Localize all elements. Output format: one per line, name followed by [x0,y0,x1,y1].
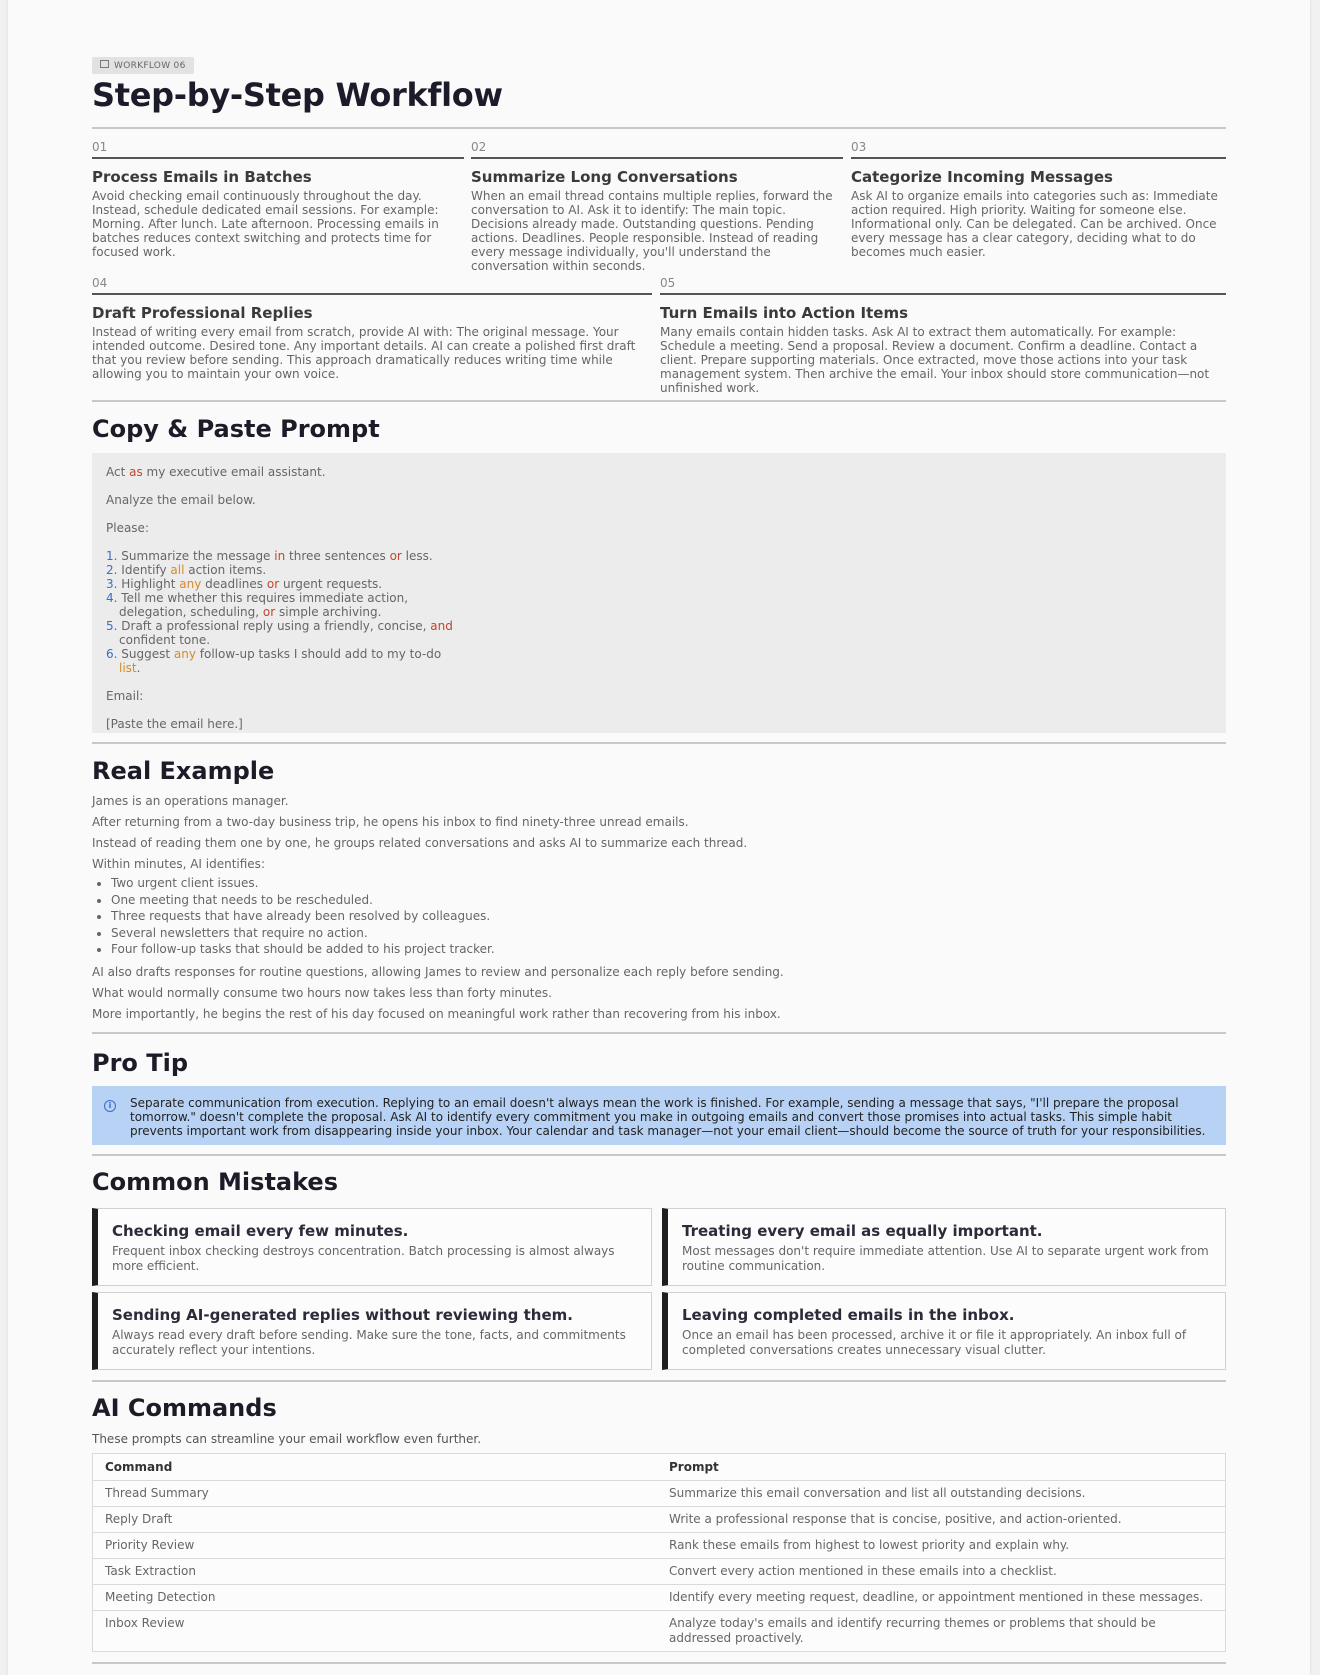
prompt-item-text: three sentences [285,549,390,563]
table-row [93,1611,1226,1652]
table-row [93,1507,1226,1533]
divider [92,1154,1226,1156]
table-row [93,1533,1226,1559]
step-title: Draft Professional Replies [92,304,313,322]
list-item: • One meeting that needs to be rescheduled. [111,892,1226,909]
pro-tip-callout [92,1086,1226,1145]
prompt-item-text: follow-up tasks I should add to my to-do [195,647,442,661]
tip-text: Separate communication from execution. Replying to an email doesn't always mean the work is finished. For example, sending a message that says, "I'll prepare the proposal tomorrow." doesn't complete the proposal. Ask AI to identify every commitment you make in outgoing emails and convert those promises into actual tasks. This simple habit prevents important work from disappearing inside your inbox. Your calendar and task manager—not your email client—should become the source of truth for your responsibilities. [130,1096,1206,1138]
prompt-heading: Copy & Paste Prompt [92,415,380,443]
info-icon: i [104,1100,116,1112]
list-item: • Four follow-up tasks that should be added to his project tracker. [111,941,1226,958]
table-header-row [93,1454,1226,1481]
step-text: Instead of writing every email from scratch, provide AI with: The original message. Your intended outcome. Desired tone. Any important details. AI can create a polished first draft that you review before sending. This approach dramatically reduces writing time while allowing you to maintain your own voice. [92,325,636,381]
step-divider [92,293,652,295]
mistake-title: Leaving completed emails in the inbox. [682,1306,1015,1324]
workflow-icon [100,60,109,68]
prompt-cell: Analyze today's emails and identify recurring themes or problems that should be addressed proactively. [657,1611,1226,1652]
example-paragraph: Within minutes, AI identifies: [92,857,265,871]
prompt-item-text: or [389,549,402,563]
table-row [93,1481,1226,1507]
step-title: Process Emails in Batches [92,168,312,186]
step-number: 01 [92,140,108,154]
divider [92,400,1226,402]
prompt-item-text: and [430,619,453,633]
list-item: • Two urgent client issues. [111,875,1226,892]
prompt-list [106,549,466,675]
workflow-badge-label: WORKFLOW 06 [114,61,186,71]
mistake-text: Once an email has been processed, archive it or file it appropriately. An inbox full of completed conversations creates unnecessary visual clutter. [682,1328,1187,1357]
prompt-item-text: less. [401,549,433,563]
table-row [93,1585,1226,1611]
prompt-cell: Convert every action mentioned in these emails into a checklist. [657,1559,1226,1585]
divider [92,742,1226,744]
command-cell: Task Extraction [93,1559,658,1585]
divider [92,127,1226,129]
prompt-code-block[interactable] [92,453,1226,733]
prompt-list-item [106,549,466,563]
command-cell: Priority Review [93,1533,658,1559]
divider [92,1380,1226,1382]
step-3 [851,140,1226,259]
prompt-analyze: Analyze the email below. [106,493,256,507]
prompt-item-text: confident tone. [119,633,211,647]
commands-description: These prompts can streamline your email workflow even further. [92,1432,482,1446]
prompt-item-text: Suggest [121,647,174,661]
prompt-item-text: simple archiving. [275,605,382,619]
step-text: When an email thread contains multiple replies, forward the conversation to AI. Ask it to identify: The main topic. Decisions already made. Outstanding questions. Pending actions. Deadlines. People responsible. Instead of reading every message individually, you'll understand the conversation within seconds. [471,189,833,273]
mistake-card [92,1208,652,1286]
document-page [8,0,1310,1675]
step-text: Many emails contain hidden tasks. Ask AI to extract them automatically. For example: Schedule a meeting. Send a proposal. Review a document. Confirm a deadline. Contact a client. Prepare supporting materials. Once extracted, move those actions into your task management system. Then archive the email. Your inbox should store communication—not unfinished work. [660,325,1210,395]
example-paragraph: AI also drafts responses for routine questions, allowing James to review and personalize each reply before sending. [92,964,784,979]
workflow-badge [92,57,194,74]
mistake-text: Always read every draft before sending. Make sure the tone, facts, and commitments accurately reflect your intentions. [112,1328,626,1357]
prompt-item-text: action items. [184,563,267,577]
prompt-list-item [106,647,466,675]
prompt-list-item [106,619,466,647]
prompt-cell: Rank these emails from highest to lowest priority and explain why. [657,1533,1226,1559]
prompt-item-number: 2. [106,563,118,577]
prompt-item-number: 4. [106,591,118,605]
prompt-paste-placeholder: [Paste the email here.] [106,717,243,731]
column-header-prompt: Prompt [657,1454,1226,1481]
prompt-item-text: or [262,605,276,619]
step-4 [92,276,652,381]
mistake-card [92,1292,652,1370]
mistake-text: Frequent inbox checking destroys concentration. Batch processing is almost always more efficient. [112,1244,615,1273]
prompt-please: Please: [106,521,149,535]
table-row [93,1559,1226,1585]
mistake-title: Sending AI-generated replies without reviewing them. [112,1306,573,1324]
prompt-item-text: in [274,549,286,563]
commands-heading: AI Commands [92,1394,277,1422]
command-cell: Meeting Detection [93,1585,658,1611]
prompt-email-label: Email: [106,689,144,703]
command-cell: Inbox Review [93,1611,658,1652]
prompt-item-text: Tell me whether this requires immediate action, delegation, scheduling, [119,591,409,619]
example-body [92,794,1226,1028]
step-5 [660,276,1226,395]
command-cell: Thread Summary [93,1481,658,1507]
prompt-intro: Act as my executive email assistant. [106,465,326,479]
list-item: • Several newsletters that require no action. [111,925,1226,942]
prompt-cell: Summarize this email conversation and list all outstanding decisions. [657,1481,1226,1507]
step-divider [92,157,464,159]
step-title: Turn Emails into Action Items [660,304,909,322]
list-item: • Three requests that have already been resolved by colleagues. [111,908,1226,925]
mistake-card [662,1208,1226,1286]
prompt-item-number: 1. [106,549,118,563]
command-cell: Reply Draft [93,1507,658,1533]
step-divider [471,157,843,159]
prompt-item-text: any [173,647,196,661]
prompt-item-text: . [136,661,141,675]
prompt-item-text: Highlight [121,577,180,591]
mistake-text: Most messages don't require immediate attention. Use AI to separate urgent work from routine communication. [682,1244,1209,1273]
prompt-item-number: 3. [106,577,118,591]
prompt-item-text: Summarize the message [121,549,275,563]
prompt-cell: Identify every meeting request, deadline, or appointment mentioned in these messages. [657,1585,1226,1611]
example-heading: Real Example [92,757,275,785]
step-text: Ask AI to organize emails into categories such as: Immediate action required. High priority. Waiting for someone else. Informational only. Can be delegated. Can be archived. Once every message has a clear category, deciding what to do becomes much easier. [851,189,1218,259]
divider [92,1032,1226,1034]
example-paragraph: What would normally consume two hours now takes less than forty minutes. [92,985,552,1000]
example-list [92,875,1226,958]
prompt-item-number: 5. [106,619,118,633]
prompt-item-text: deadlines [201,577,267,591]
step-number: 02 [471,140,487,154]
example-paragraph: James is an operations manager. [92,794,289,808]
prompt-item-text: urgent requests. [279,577,383,591]
prompt-list-item [106,577,466,591]
mistake-card [662,1292,1226,1370]
prompt-item-text: list [119,661,137,675]
prompt-item-text: all [170,563,185,577]
prompt-item-text: Draft a professional reply using a friendly, concise, [121,619,431,633]
tip-heading: Pro Tip [92,1049,189,1077]
prompt-list-item [106,563,466,577]
column-header-command: Command [93,1454,658,1481]
step-number: 03 [851,140,867,154]
page-title: Step-by-Step Workflow [92,76,503,114]
prompt-item-number: 6. [106,647,118,661]
step-title: Summarize Long Conversations [471,168,738,186]
step-2 [471,140,843,273]
mistake-title: Checking email every few minutes. [112,1222,409,1240]
step-divider [851,157,1226,159]
prompt-list-item [106,591,466,619]
step-number: 04 [92,276,108,290]
example-paragraph: More importantly, he begins the rest of his day focused on meaningful work rather than recovering from his inbox. [92,1006,781,1021]
mistakes-heading: Common Mistakes [92,1168,338,1196]
mistake-title: Treating every email as equally important. [682,1222,1043,1240]
step-number: 05 [660,276,676,290]
example-paragraph: Instead of reading them one by one, he groups related conversations and asks AI to summarize each thread. [92,836,748,850]
step-text: Avoid checking email continuously throughout the day. Instead, schedule dedicated email sessions. For example: Morning. After lunch. Late afternoon. Processing emails in batches reduces context switching and protects time for focused work. [92,189,439,259]
prompt-text [106,465,466,731]
divider [92,1662,1226,1664]
step-divider [660,293,1226,295]
prompt-item-text: Identify [121,563,171,577]
step-title: Categorize Incoming Messages [851,168,1113,186]
prompt-cell: Write a professional response that is concise, positive, and action-oriented. [657,1507,1226,1533]
prompt-item-text: or [266,577,280,591]
prompt-item-text: any [179,577,202,591]
example-paragraph: After returning from a two-day business trip, he opens his inbox to find ninety-three unread emails. [92,815,689,829]
commands-table [92,1453,1226,1652]
step-1 [92,140,464,259]
